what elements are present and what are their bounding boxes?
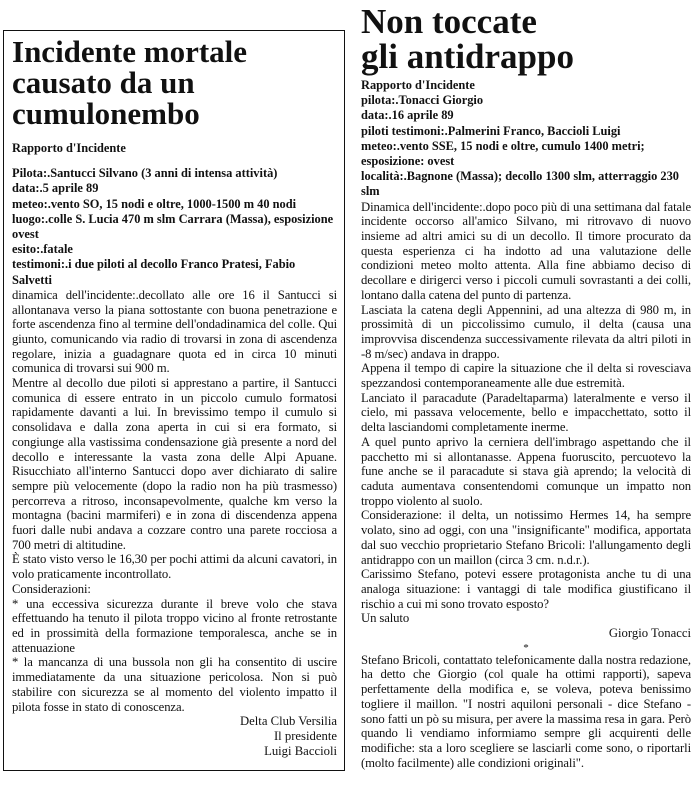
separator-asterisk: * bbox=[523, 641, 529, 654]
signature-club: Delta Club Versilia bbox=[239, 714, 337, 729]
paragraph: Un saluto bbox=[361, 611, 410, 626]
meta-weather: meteo:.vento SSE, 15 nodi e oltre, cumulo 1400 metri; bbox=[361, 138, 645, 153]
paragraph: A quel punto aprivo la cerniera dell'imbrago aspettando che il pacchetto mi si allontanasse. Appena fuoruscito, percuotevo la fune anche se il paracadute si stava già aprendo; la velocità di caduta aumentava consentendomi comunque un impatto non troppo violento al suolo. bbox=[361, 434, 691, 508]
editorial-note bbox=[361, 653, 691, 771]
meta-witnesses: piloti testimoni:.Palmerini Franco, Baccioli Luigi bbox=[361, 123, 621, 138]
paragraph: Carissimo Stefano, potevi essere protagonista anche tu di una analoga situazione: i vantaggi di tale modifica giustificano il rischio a cui mi sono trovato esposto? bbox=[361, 567, 691, 611]
right-article bbox=[361, 4, 691, 770]
report-label: Rapporto d'Incidente bbox=[12, 141, 126, 155]
title-line: Incidente mortale bbox=[12, 34, 248, 69]
paragraph: Dinamica dell'incidente:.dopo poco più di una settimana dal fatale incidente occorso all'amico Silvano, mi ritrovavo di nuovo insieme ad altri amici su di un decollo. Il timore procurato da questa esperienza ci ha indotto ad una valutazione delle condizioni meteo molto attenta. Alla fine abbiamo deciso di decollare e dirigerci verso i piccoli cumuli sovrastanti a dei colli, lontano dalla catena del punto di partenza. bbox=[361, 199, 691, 302]
right-signature: Giorgio Tonacci bbox=[608, 626, 691, 641]
title-line: Non toccate bbox=[361, 2, 537, 41]
signature-name: Luigi Baccioli bbox=[264, 743, 337, 758]
meta-place: luogo:.colle S. Lucia 470 m slm Carrara (Massa), esposizione ovest bbox=[12, 211, 334, 242]
paragraph: * la mancanza di una bussola non gli ha consentito di uscire immediatamente da una situazione pericolosa. Non si può stabilire con sicurezza se al momento del violento impatto il pilota fosse in stato di conoscenza. bbox=[12, 655, 337, 714]
meta-date: data:.5 aprile 89 bbox=[12, 181, 99, 196]
meta-outcome: esito:.fatale bbox=[12, 242, 73, 257]
paragraph: * una eccessiva sicurezza durante il breve volo che stava effettuando ha tenuto il pilota troppo vicino al fronte retrostante ed in prossimità della formazione temporalesca, anche se in attenuazione bbox=[12, 596, 337, 655]
meta-pilot: Pilota:.Santucci Silvano (3 anni di intensa attività) bbox=[12, 166, 278, 181]
paragraph: Appena il tempo di capire la situazione che il delta si rovesciava spezzandosi contemporaneamente alle due estremità. bbox=[361, 361, 691, 391]
paragraph: Stefano Bricoli, contattato telefonicamente dalla nostra redazione, ha detto che Giorgio (col quale ha ottimi rapporti), sapeva perfettamente della modifica e, se voleva, poteva benissimo togliere il maillon. "I nostri aquiloni personali - dice Stefano - sono fatti un pò su misura, per avere la massima resa in gara. Però quando li vendiamo informiamo sempre gli acquirenti delle modifiche: sta a loro scegliere se lasciarli come sono, o riportarli (molto facilmente) alle condizioni originali". bbox=[361, 652, 691, 770]
right-article-title bbox=[361, 4, 691, 74]
meta-witnesses: testimoni:.i due piloti al decollo Franco Pratesi, Fabio Salvetti bbox=[12, 257, 296, 287]
left-article bbox=[12, 32, 337, 758]
paragraph: È stato visto verso le 16,30 per pochi attimi da alcuni cavatori, in volo praticamente incontrollato. bbox=[12, 552, 337, 582]
paragraph: Lanciato il paracadute (Paradeltaparma) lateralmente e verso il cielo, mi passava velocemente, bello e impacchettato, sotto il delta lasciandomi completamente inerme. bbox=[361, 390, 691, 435]
left-article-body bbox=[12, 288, 337, 714]
paragraph: dinamica dell'incidente:.decollato alle ore 16 il Santucci si allontanava verso la piana sottostante con buona penetrazione e forte ascendenza fino al termine dell'ondadinamica del colle. Qui giunto, comunicando via radio di trovarsi in zona di ascendenza regolare, inizia a guadagnare quota ed in circa 10 minuti comunica di trovarsi sui 900 m. bbox=[12, 287, 337, 376]
left-article-title bbox=[12, 36, 337, 129]
meta-weather: meteo:.vento SO, 15 nodi e oltre, 1000-1500 m 40 nodi bbox=[12, 196, 297, 211]
meta-exposure: esposizione: ovest bbox=[361, 154, 455, 169]
title-line: cumulonembo bbox=[12, 96, 200, 131]
meta-pilot: pilota:.Tonacci Giorgio bbox=[361, 93, 484, 108]
meta-place: località:.Bagnone (Massa); decollo 1300 slm, atterraggio 230 slm bbox=[361, 169, 679, 199]
paragraph: Mentre al decollo due piloti si apprestano a partire, il Santucci comunica di essere entrato in un piccolo cumulo formatosi rapidamente davanti a lui. In brevissimo tempo il cumulo si consolidava e dalla zona aperta in cui si era formato, si congiunge alla vastissima condensazione già presente a nord del decollo e interessante la vasta zona delle Alpi Apuane. Risucchiato all'interno Santucci dopo aver dichiarato di salire sempre più velocemente (dopo la radio non ha più trasmesso) percorreva a ritroso, inconsapevolmente, qualche km verso la montagna (bacini marmiferi) e in zona di discendenza appena fuori dalle nubi andava a cozzare contro una parete rocciosa a 700 metri di altitudine. bbox=[12, 376, 337, 552]
title-line: causato da un bbox=[12, 65, 195, 100]
incident-meta bbox=[12, 166, 337, 288]
paragraph: Lasciata la catena degli Appennini, ad una altezza di 980 m, in prossimità di un piccolissimo cumulo, il delta (causa una improvvisa discendenza successivamente rilevata da altri piloti in -8 m/sec) andava in drappo. bbox=[361, 302, 691, 361]
left-signature bbox=[12, 714, 337, 758]
paragraph: Considerazioni: bbox=[12, 581, 91, 596]
meta-date: data:.16 aprile 89 bbox=[361, 108, 454, 123]
incident-meta bbox=[361, 78, 691, 200]
title-line: gli antidrappo bbox=[361, 37, 574, 76]
paragraph: Considerazione: il delta, un notissimo Hermes 14, ha sempre volato, sino ad oggi, con una "insignificante" modifica, apportata dal suo vecchio proprietario Stefano Bricoli: l'allungamento degli antidrappo con un maillon (circa 3 cm. n.d.r.). bbox=[361, 508, 691, 567]
report-label: Rapporto d'Incidente bbox=[361, 78, 475, 92]
right-article-body bbox=[361, 200, 691, 626]
signature-role: Il presidente bbox=[273, 728, 337, 743]
